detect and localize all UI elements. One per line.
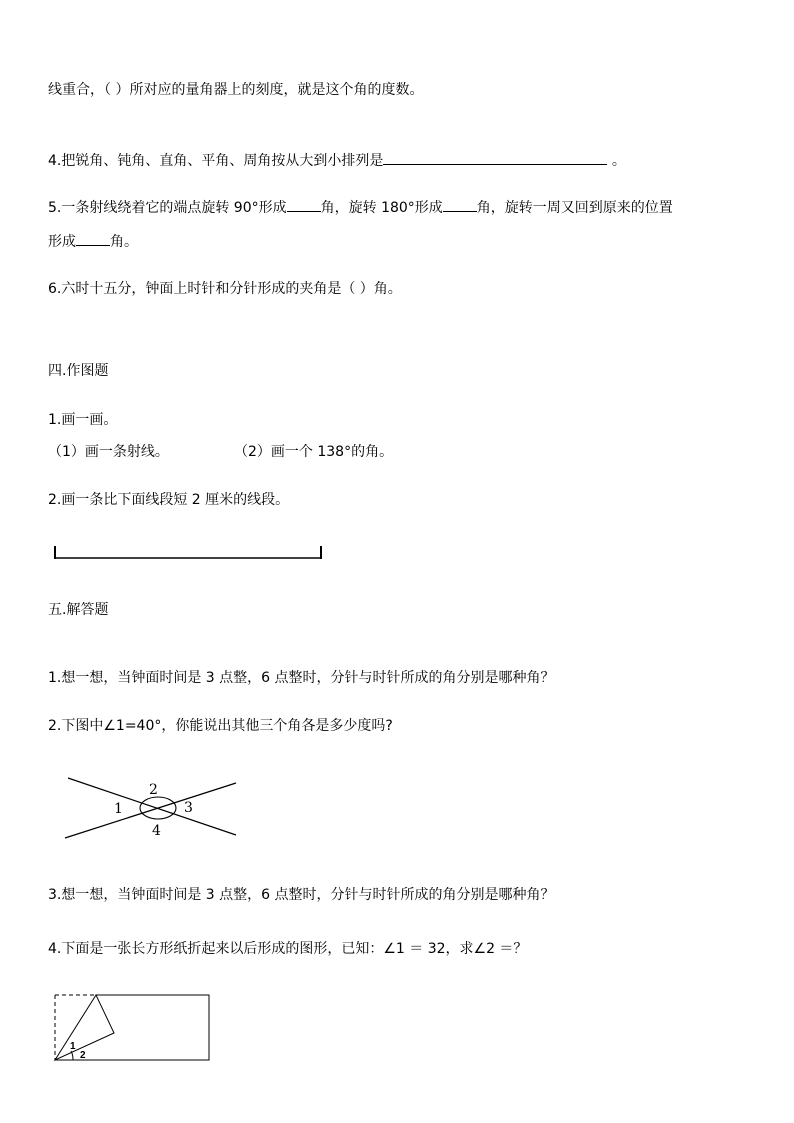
s4-q1-sub1: （1）画一条射线。 <box>48 444 169 460</box>
q5-text-a: 5.一条射线绕着它的端点旋转 90°形成 <box>48 200 287 216</box>
s4-q2-text: 2.画一条比下面线段短 2 厘米的线段。 <box>48 492 290 508</box>
q4-end: 。 <box>611 153 626 169</box>
s4-q1-sub2: （2）画一个 138°的角。 <box>234 444 394 460</box>
s5-q4-text: 4.下面是一张长方形纸折起来以后形成的图形，已知：∠1 ＝ 32，求∠2 ＝？ <box>48 941 528 957</box>
paper-rectangle <box>55 995 209 1060</box>
q5-text-d: 形成 <box>48 234 76 250</box>
q4-text: 4.把锐角、钝角、直角、平角、周角按从大到小排列是 <box>48 153 384 169</box>
s5-q2-text: 2.下图中∠1=40°，你能说出其他三个角各是多少度吗? <box>48 718 393 734</box>
s5-q1-text: 1.想一想，当钟面时间是 3 点整，6 点整时，分针与时针所成的角分别是哪种角？ <box>48 670 555 686</box>
q5-text-c: 角，旋转一周又回到原来的位置 <box>476 200 673 216</box>
angle-label-2: 2 <box>149 782 158 798</box>
fold-label-1: 1 <box>70 1041 76 1052</box>
angle-label-4: 4 <box>152 823 161 839</box>
angle-label-1: 1 <box>114 801 123 817</box>
angle-label-3: 3 <box>184 800 193 816</box>
q5-text-e: 角。 <box>110 234 138 250</box>
section5-heading: 五.解答题 <box>48 602 109 618</box>
s5-q3-text: 3.想一想，当钟面时间是 3 点整，6 点整时，分针与时针所成的角分别是哪种角？ <box>48 887 555 903</box>
fold-label-2: 2 <box>80 1050 86 1061</box>
q5-text-b: 角，旋转 180°形成 <box>320 200 443 216</box>
q6-text: 6.六时十五分，钟面上时针和分针形成的夹角是（ ）角。 <box>48 281 402 297</box>
q3-tail: 线重合，（ ）所对应的量角器上的刻度，就是这个角的度数。 <box>48 82 424 98</box>
s4-q1-title: 1.画一画。 <box>48 412 118 428</box>
section4-heading: 四.作图题 <box>48 363 109 379</box>
